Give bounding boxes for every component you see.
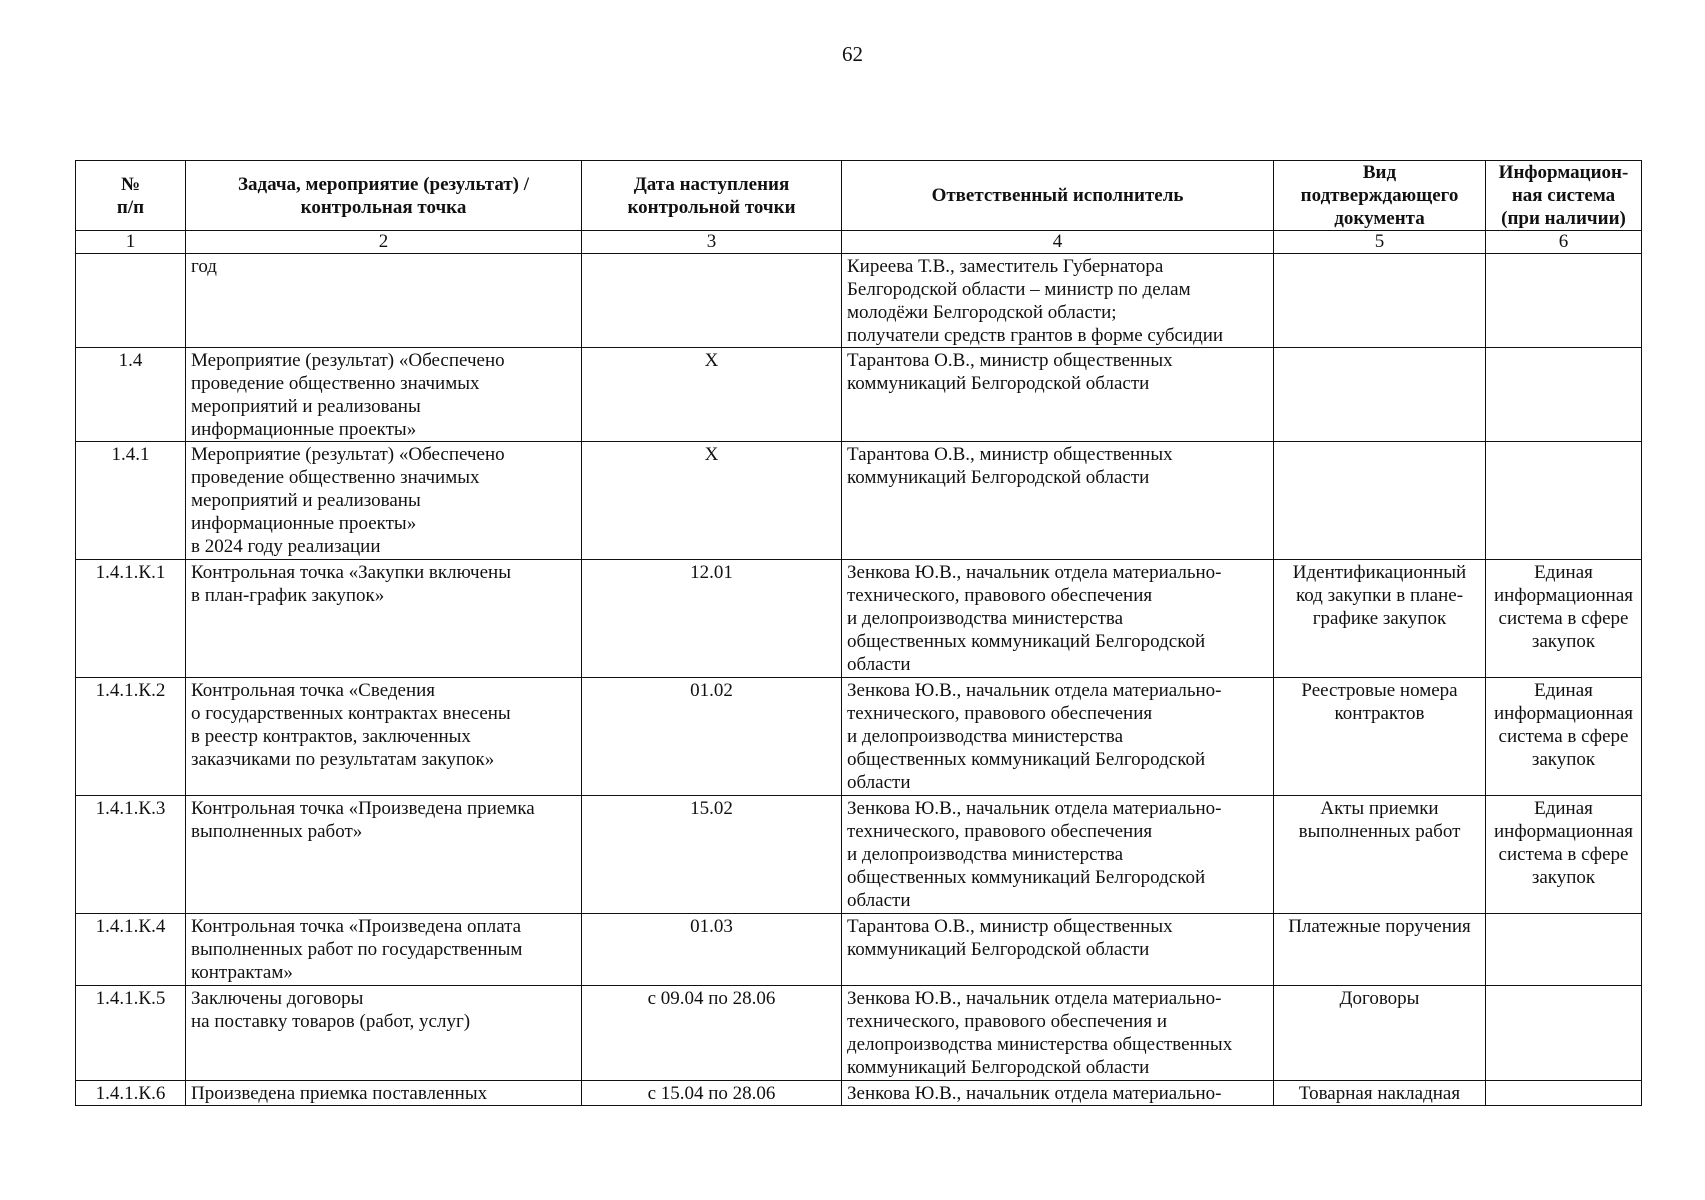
row-system: Единая информационная система в сфере закупок bbox=[1486, 678, 1642, 796]
row-num: 1.4.1.К.3 bbox=[76, 796, 186, 914]
column-number-row bbox=[76, 231, 1642, 254]
row-date: 01.02 bbox=[582, 678, 842, 796]
row-document: Платежные поручения bbox=[1274, 914, 1486, 986]
page-number: 62 bbox=[842, 42, 863, 66]
row-task: Контрольная точка «Произведена приемка выполненных работ» bbox=[186, 796, 582, 914]
column-number: 3 bbox=[582, 231, 842, 254]
column-number: 6 bbox=[1486, 231, 1642, 254]
row-task: Контрольная точка «Произведена оплата выполненных работ по государственным контрактам» bbox=[186, 914, 582, 986]
table-row bbox=[76, 560, 1642, 678]
row-num: 1.4.1.К.2 bbox=[76, 678, 186, 796]
row-task: Мероприятие (результат) «Обеспечено проведение общественно значимых мероприятий и реализованы информационные проекты» в 2024 году реализации bbox=[186, 442, 582, 560]
row-responsible: Зенкова Ю.В., начальник отдела материально- bbox=[842, 1081, 1274, 1106]
row-task: Произведена приемка поставленных bbox=[186, 1081, 582, 1106]
table-row bbox=[76, 678, 1642, 796]
row-date: 01.03 bbox=[582, 914, 842, 986]
row-document: Договоры bbox=[1274, 986, 1486, 1081]
row-date bbox=[582, 254, 842, 348]
header-num: № п/п bbox=[76, 161, 186, 231]
column-number: 4 bbox=[842, 231, 1274, 254]
row-system: Единая информационная система в сфере закупок bbox=[1486, 560, 1642, 678]
header-system: Информацион- ная система (при наличии) bbox=[1486, 161, 1642, 231]
row-responsible: Тарантова О.В., министр общественных коммуникаций Белгородской области bbox=[842, 914, 1274, 986]
row-document: Акты приемки выполненных работ bbox=[1274, 796, 1486, 914]
row-task: Мероприятие (результат) «Обеспечено проведение общественно значимых мероприятий и реализованы информационные проекты» bbox=[186, 348, 582, 442]
table-row bbox=[76, 348, 1642, 442]
column-number: 1 bbox=[76, 231, 186, 254]
row-system bbox=[1486, 914, 1642, 986]
row-date: 15.02 bbox=[582, 796, 842, 914]
row-document bbox=[1274, 254, 1486, 348]
row-responsible: Зенкова Ю.В., начальник отдела материально- технического, правового обеспечения и делопроизводства министерства общественных коммуникаций Белгородской области bbox=[842, 678, 1274, 796]
row-document bbox=[1274, 442, 1486, 560]
column-number: 5 bbox=[1274, 231, 1486, 254]
table-row bbox=[76, 442, 1642, 560]
table-header-row bbox=[76, 161, 1642, 231]
row-system bbox=[1486, 442, 1642, 560]
row-document: Товарная накладная bbox=[1274, 1081, 1486, 1106]
row-document: Реестровые номера контрактов bbox=[1274, 678, 1486, 796]
row-system bbox=[1486, 986, 1642, 1081]
row-date: с 15.04 по 28.06 bbox=[582, 1081, 842, 1106]
table-row bbox=[76, 796, 1642, 914]
row-num: 1.4.1.К.4 bbox=[76, 914, 186, 986]
header-document: Вид подтверждающего документа bbox=[1274, 161, 1486, 231]
row-task: Контрольная точка «Сведения о государственных контрактах внесены в реестр контрактов, заключенных заказчиками по результатам закупок» bbox=[186, 678, 582, 796]
table-row bbox=[76, 986, 1642, 1081]
row-date: с 09.04 по 28.06 bbox=[582, 986, 842, 1081]
row-date: X bbox=[582, 442, 842, 560]
control-points-table bbox=[75, 160, 1642, 1106]
row-responsible: Тарантова О.В., министр общественных коммуникаций Белгородской области bbox=[842, 348, 1274, 442]
table-row bbox=[76, 1081, 1642, 1106]
header-task: Задача, мероприятие (результат) / контрольная точка bbox=[186, 161, 582, 231]
row-num bbox=[76, 254, 186, 348]
row-system bbox=[1486, 348, 1642, 442]
row-task: Контрольная точка «Закупки включены в план-график закупок» bbox=[186, 560, 582, 678]
column-number: 2 bbox=[186, 231, 582, 254]
row-system bbox=[1486, 1081, 1642, 1106]
row-num: 1.4.1.К.6 bbox=[76, 1081, 186, 1106]
row-responsible: Зенкова Ю.В., начальник отдела материально- технического, правового обеспечения и делопроизводства министерства общественных коммуникаций Белгородской области bbox=[842, 560, 1274, 678]
row-date: 12.01 bbox=[582, 560, 842, 678]
table-row bbox=[76, 254, 1642, 348]
row-task: год bbox=[186, 254, 582, 348]
row-document: Идентификационный код закупки в плане- графике закупок bbox=[1274, 560, 1486, 678]
row-task: Заключены договоры на поставку товаров (работ, услуг) bbox=[186, 986, 582, 1081]
row-system: Единая информационная система в сфере закупок bbox=[1486, 796, 1642, 914]
row-responsible: Зенкова Ю.В., начальник отдела материально- технического, правового обеспечения и делопроизводства министерства общественных коммуникаций Белгородской области bbox=[842, 986, 1274, 1081]
row-num: 1.4.1.К.1 bbox=[76, 560, 186, 678]
row-num: 1.4.1 bbox=[76, 442, 186, 560]
row-responsible: Зенкова Ю.В., начальник отдела материально- технического, правового обеспечения и делопроизводства министерства общественных коммуникаций Белгородской области bbox=[842, 796, 1274, 914]
row-system bbox=[1486, 254, 1642, 348]
row-responsible: Тарантова О.В., министр общественных коммуникаций Белгородской области bbox=[842, 442, 1274, 560]
header-responsible: Ответственный исполнитель bbox=[842, 161, 1274, 231]
row-responsible: Киреева Т.В., заместитель Губернатора Белгородской области – министр по делам молодёжи Белгородской области; получатели средств грантов в форме субсидии bbox=[842, 254, 1274, 348]
header-date: Дата наступления контрольной точки bbox=[582, 161, 842, 231]
row-document bbox=[1274, 348, 1486, 442]
row-num: 1.4.1.К.5 bbox=[76, 986, 186, 1081]
row-num: 1.4 bbox=[76, 348, 186, 442]
row-date: X bbox=[582, 348, 842, 442]
table-row bbox=[76, 914, 1642, 986]
